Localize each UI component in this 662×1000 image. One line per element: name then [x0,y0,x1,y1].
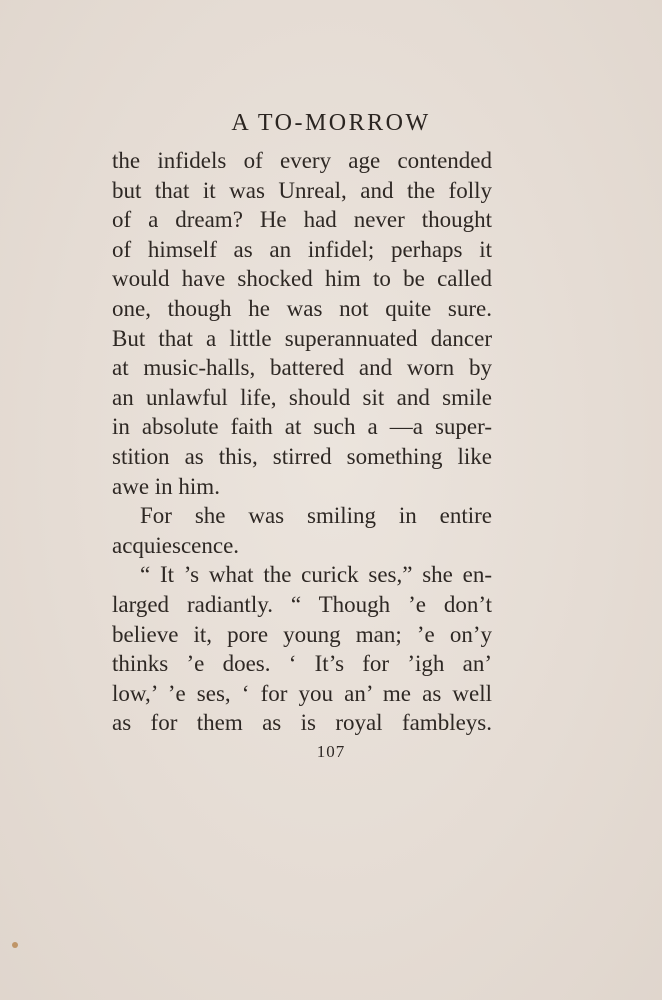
text-line: as for them as is royal fambleys. [112,710,492,736]
text-line: the infidels of every age contended [112,148,492,173]
text-line: of a dream? He had never thought [112,207,492,233]
text-line: awe in him. [112,473,220,499]
text-line: but that it was Unreal, and the folly [112,177,492,203]
text-line: thinks ’e does. ‘ It’s for ’igh an’ [112,651,492,677]
foxing-spot [12,942,18,948]
text-line: But that a little superannuated dancer [112,325,492,351]
text-line: an unlawful life, should sit and smile [112,384,492,410]
text-line: believe it, pore young man; ’e on’y [112,621,492,647]
text-line: at music-halls, battered and worn by [112,355,492,381]
text-line: one, though he was not quite sure. [112,295,492,321]
text-line: stition as this, stirred something like [112,443,492,469]
running-head: A TO-MORROW [231,110,431,136]
text-line: larged radiantly. “ Though ’e don’t [112,591,492,617]
page-number: 107 [316,742,346,761]
text-line: would have shocked him to be called [112,266,492,292]
body-text [112,146,492,738]
text-line: in absolute faith at such a —a super- [112,414,492,440]
text-line: acquiescence. [112,532,240,558]
text-line: low,’ ’e ses, ‘ for you an’ me as well [112,680,492,706]
text-line: of himself as an infidel; perhaps it [112,236,492,262]
text-line: “ It ’s what the curick ses,” she en- [140,562,492,588]
text-line: For she was smiling in entire [140,503,492,529]
